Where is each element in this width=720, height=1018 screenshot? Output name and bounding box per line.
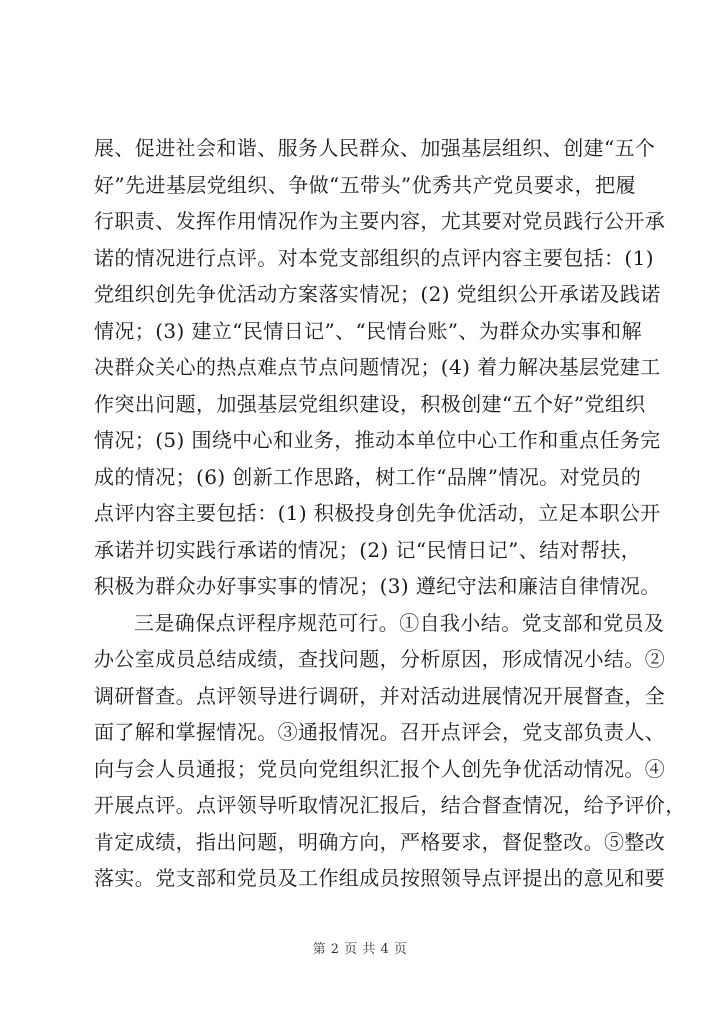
text-line: 开展点评。点评领导听取情况汇报后，结合督查情况，给予评价， xyxy=(94,793,686,817)
text-line: 落实。党支部和党员及工作组成员按照领导点评提出的意见和要 xyxy=(94,866,666,890)
text-line: 成的情况；(6) 创新工作思路，树工作“品牌”情况。对党员的 xyxy=(94,464,642,489)
text-line: 办公室成员总结成绩，查找问题，分析原因，形成情况小结。② xyxy=(94,647,666,671)
text-line: 面了解和掌握情况。③通报情况。召开点评会，党支部负责人、 xyxy=(94,720,666,744)
text-line: 作突出问题，加强基层党组织建设，积极创建“五个好”党组织 xyxy=(94,391,646,416)
text-line: 情况；(5) 围绕中心和业务，推动本单位中心工作和重点任务完 xyxy=(94,428,661,452)
page-footer: 第 2 页 共 4 页 xyxy=(312,942,408,957)
text-line: 点评内容主要包括：(1) 积极投身创先争优活动，立足本职公开 xyxy=(94,501,661,525)
text-line: 积极为群众办好事实事的情况；(3) 遵纪守法和廉洁自律情况。 xyxy=(94,574,661,598)
text-line: 行职责、发挥作用情况作为主要内容，尤其要对党员践行公开承 xyxy=(94,209,666,233)
text-line: 调研督查。点评领导进行调研，并对活动进展情况开展督查，全 xyxy=(94,683,666,708)
text-line: 党组织创先争优活动方案落实情况；(2) 党组织公开承诺及践诺 xyxy=(94,282,661,306)
paragraph-start-line: 三是确保点评程序规范可行。①自我小结。党支部和党员及 xyxy=(134,610,665,635)
body-text xyxy=(94,130,686,897)
text-line: 承诺并切实践行承诺的情况；(2) 记“民情日记”、结对帮扶， xyxy=(94,537,642,562)
text-line: 展、促进社会和谐、服务人民群众、加强基层组织、创建“五个 xyxy=(94,136,656,160)
text-line: 向与会人员通报；党员向党组织汇报个人创先争优活动情况。④ xyxy=(94,756,666,781)
text-line: 好”先进基层党组织、争做“五带头”优秀共产党员要求，把履 xyxy=(94,172,636,197)
text-line: 肯定成绩，指出问题，明确方向，严格要求，督促整改。⑤整改 xyxy=(94,829,666,854)
text-line: 决群众关心的热点难点节点问题情况；(4) 着力解决基层党建工 xyxy=(94,355,661,379)
text-line: 诺的情况进行点评。对本党支部组织的点评内容主要包括：(1) xyxy=(94,245,654,270)
text-line: 情况；(3) 建立“民情日记”、“民情台账”、为群众办实事和解 xyxy=(94,318,642,343)
